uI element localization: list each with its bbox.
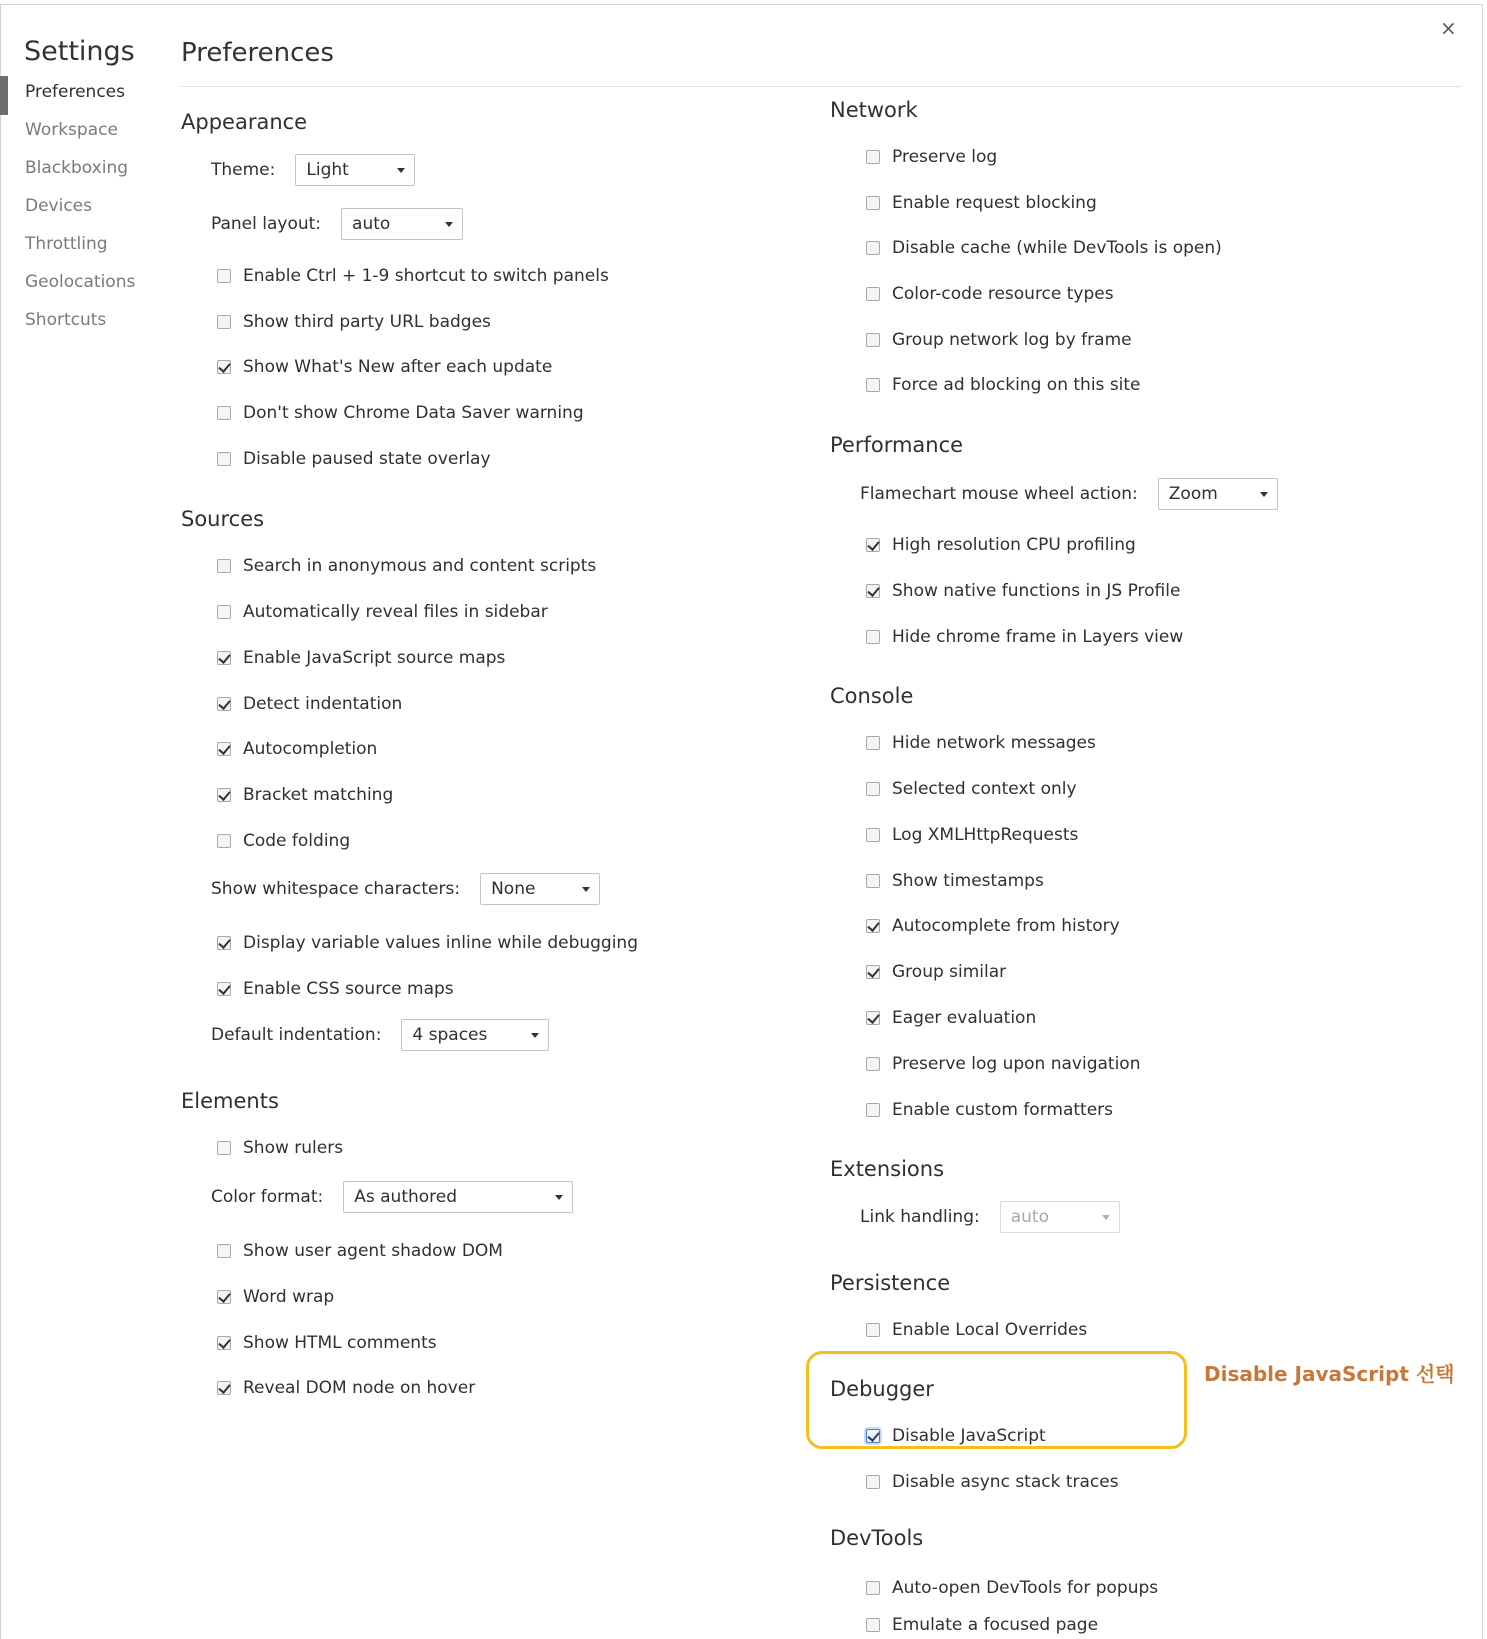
sidebar-item-blackboxing[interactable]: Blackboxing <box>25 158 129 178</box>
option-label: Disable paused state overlay <box>243 449 491 469</box>
option-label: Code folding <box>243 831 351 851</box>
checkbox[interactable] <box>866 333 880 347</box>
panel-layout-select[interactable] <box>341 208 463 240</box>
option-label: Color-code resource types <box>892 284 1114 304</box>
dropdown-caret-icon <box>555 1195 563 1200</box>
whitespace-label: Show whitespace characters: <box>211 879 461 899</box>
option-label: Disable cache (while DevTools is open) <box>892 238 1222 258</box>
option-local-overrides[interactable] <box>866 1316 1087 1344</box>
checkbox[interactable] <box>866 378 880 392</box>
option-reveal-dom-hover[interactable] <box>217 1374 475 1402</box>
flamechart-select[interactable] <box>1158 478 1278 510</box>
option-ctrl-shortcut[interactable] <box>217 262 609 290</box>
indentation-label: Default indentation: <box>211 1025 382 1045</box>
option-label: Enable Local Overrides <box>892 1320 1088 1340</box>
option-label: Autocomplete from history <box>892 916 1120 936</box>
settings-title: Settings <box>24 36 135 67</box>
section-network: Network <box>830 98 918 122</box>
option-preserve-log-navigation[interactable] <box>866 1050 1140 1078</box>
option-show-timestamps[interactable] <box>866 867 1044 895</box>
option-css-source-maps[interactable] <box>217 975 454 1003</box>
dropdown-caret-icon <box>397 168 405 173</box>
panel-layout-select-value: auto <box>352 214 391 234</box>
option-disable-async-stack[interactable] <box>866 1468 1119 1496</box>
theme-select[interactable] <box>295 154 415 186</box>
checkbox[interactable] <box>866 241 880 255</box>
checkbox[interactable] <box>866 828 880 842</box>
section-sources: Sources <box>181 507 265 531</box>
option-label: Enable CSS source maps <box>243 979 454 999</box>
option-label: Show user agent shadow DOM <box>243 1241 503 1261</box>
checkbox[interactable] <box>866 1103 880 1117</box>
checkbox[interactable] <box>217 834 231 848</box>
option-custom-formatters[interactable] <box>866 1096 1113 1124</box>
checkbox[interactable] <box>217 605 231 619</box>
dropdown-caret-icon <box>1102 1215 1110 1220</box>
link-handling-select <box>1000 1201 1120 1233</box>
option-label: High resolution CPU profiling <box>892 535 1136 555</box>
section-devtools: DevTools <box>830 1526 924 1550</box>
option-label: Emulate a focused page <box>892 1615 1099 1635</box>
option-native-functions[interactable] <box>866 577 1180 605</box>
option-group-similar[interactable] <box>866 958 1006 986</box>
checkbox[interactable] <box>217 982 231 996</box>
flamechart-select-value: Zoom <box>1168 484 1218 504</box>
option-autocompletion[interactable] <box>217 735 377 763</box>
section-console: Console <box>830 684 914 708</box>
option-request-blocking[interactable] <box>866 189 1097 217</box>
option-log-xhr[interactable] <box>866 821 1078 849</box>
section-performance: Performance <box>830 433 964 457</box>
option-label: Enable JavaScript source maps <box>243 648 506 668</box>
checkbox[interactable] <box>217 559 231 573</box>
option-shadow-dom[interactable] <box>217 1237 503 1265</box>
checkbox[interactable] <box>866 196 880 210</box>
dropdown-caret-icon <box>531 1033 539 1038</box>
section-appearance: Appearance <box>181 110 308 134</box>
sidebar-active-indicator <box>0 76 8 115</box>
option-label: Search in anonymous and content scripts <box>243 556 597 576</box>
checkbox[interactable] <box>866 1057 880 1071</box>
panel-layout-label: Panel layout: <box>211 214 322 234</box>
option-label: Eager evaluation <box>892 1008 1037 1028</box>
theme-label: Theme: <box>211 160 276 180</box>
option-hide-chrome-frame[interactable] <box>866 623 1183 651</box>
checkbox[interactable] <box>217 1336 231 1350</box>
checkbox[interactable] <box>217 1141 231 1155</box>
option-label: Preserve log upon navigation <box>892 1054 1141 1074</box>
option-auto-open-popups[interactable] <box>866 1574 1158 1602</box>
checkbox[interactable] <box>866 1323 880 1337</box>
option-detect-indentation[interactable] <box>217 690 402 718</box>
option-paused-overlay[interactable] <box>217 445 491 473</box>
option-label: Hide chrome frame in Layers view <box>892 627 1184 647</box>
option-disable-javascript[interactable] <box>866 1422 1046 1450</box>
option-label: Preserve log <box>892 147 998 167</box>
option-label: Show timestamps <box>892 871 1044 891</box>
option-autocomplete-history[interactable] <box>866 912 1120 940</box>
indentation-select[interactable] <box>401 1019 549 1051</box>
checkbox[interactable] <box>866 287 880 301</box>
checkbox[interactable] <box>866 782 880 796</box>
checkbox[interactable] <box>217 452 231 466</box>
checkbox[interactable] <box>217 788 231 802</box>
option-html-comments[interactable] <box>217 1329 437 1357</box>
checkbox[interactable] <box>866 150 880 164</box>
option-label: Disable async stack traces <box>892 1472 1119 1492</box>
section-extensions: Extensions <box>830 1157 945 1181</box>
checkbox[interactable] <box>866 1475 880 1489</box>
option-label: Disable JavaScript <box>892 1426 1046 1446</box>
whitespace-select[interactable] <box>480 873 600 905</box>
theme-select-value: Light <box>306 160 349 180</box>
option-label: Show third party URL badges <box>243 312 491 332</box>
option-label: Selected context only <box>892 779 1077 799</box>
option-label: Don't show Chrome Data Saver warning <box>243 403 584 423</box>
title-divider <box>181 86 1461 87</box>
close-icon[interactable]: × <box>1440 16 1457 40</box>
checkbox[interactable] <box>866 874 880 888</box>
checkbox[interactable] <box>217 1244 231 1258</box>
option-eager-evaluation[interactable] <box>866 1004 1036 1032</box>
option-word-wrap[interactable] <box>217 1283 334 1311</box>
sidebar-item-shortcuts[interactable]: Shortcuts <box>25 310 107 330</box>
checkbox[interactable] <box>866 919 880 933</box>
option-label: Log XMLHttpRequests <box>892 825 1079 845</box>
checkbox[interactable] <box>217 651 231 665</box>
option-high-res-cpu[interactable] <box>866 531 1136 559</box>
option-label: Bracket matching <box>243 785 394 805</box>
option-label: Word wrap <box>243 1287 335 1307</box>
annotation-label: Disable JavaScript 선택 <box>1204 1362 1455 1386</box>
option-color-code-resources[interactable] <box>866 280 1114 308</box>
option-label: Automatically reveal files in sidebar <box>243 602 548 622</box>
color-format-select[interactable] <box>343 1181 573 1213</box>
option-force-ad-blocking[interactable] <box>866 371 1141 399</box>
checkbox[interactable] <box>866 965 880 979</box>
checkbox[interactable] <box>217 269 231 283</box>
option-hide-network-messages[interactable] <box>866 729 1096 757</box>
sidebar-item-throttling[interactable]: Throttling <box>25 234 108 254</box>
option-reveal-files[interactable] <box>217 598 548 626</box>
checkbox[interactable] <box>866 538 880 552</box>
option-data-saver-warning[interactable] <box>217 399 584 427</box>
option-emulate-focused[interactable] <box>866 1611 1098 1639</box>
option-label: Enable custom formatters <box>892 1100 1114 1120</box>
checkbox[interactable] <box>866 1429 880 1443</box>
dropdown-caret-icon <box>582 887 590 892</box>
checkbox[interactable] <box>217 360 231 374</box>
checkbox[interactable] <box>866 1618 880 1632</box>
color-format-select-value: As authored <box>354 1187 458 1207</box>
link-handling-select-value: auto <box>1010 1207 1049 1227</box>
option-label: Group similar <box>892 962 1007 982</box>
link-handling-label: Link handling: <box>860 1207 980 1227</box>
checkbox[interactable] <box>866 736 880 750</box>
sidebar-item-workspace[interactable]: Workspace <box>25 120 118 140</box>
option-label: Hide network messages <box>892 733 1096 753</box>
page-title: Preferences <box>181 38 334 68</box>
flamechart-label: Flamechart mouse wheel action: <box>860 484 1138 504</box>
checkbox[interactable] <box>866 1581 880 1595</box>
checkbox[interactable] <box>217 1290 231 1304</box>
option-label: Group network log by frame <box>892 330 1132 350</box>
option-search-anonymous[interactable] <box>217 552 596 580</box>
checkbox[interactable] <box>217 406 231 420</box>
sidebar-item-geolocations[interactable]: Geolocations <box>25 272 136 292</box>
option-code-folding[interactable] <box>217 827 350 855</box>
option-label: Enable request blocking <box>892 193 1097 213</box>
option-label: Auto-open DevTools for popups <box>892 1578 1159 1598</box>
option-label: Reveal DOM node on hover <box>243 1378 476 1398</box>
option-third-party-badges[interactable] <box>217 308 491 336</box>
option-whats-new[interactable] <box>217 353 552 381</box>
option-bracket-matching[interactable] <box>217 781 393 809</box>
color-format-label: Color format: <box>211 1187 324 1207</box>
option-label: Force ad blocking on this site <box>892 375 1141 395</box>
checkbox[interactable] <box>217 315 231 329</box>
option-label: Show What's New after each update <box>243 357 553 377</box>
dropdown-caret-icon <box>445 222 453 227</box>
sidebar-item-preferences[interactable]: Preferences <box>25 82 125 102</box>
option-group-by-frame[interactable] <box>866 326 1132 354</box>
option-show-rulers[interactable] <box>217 1134 343 1162</box>
option-label: Show native functions in JS Profile <box>892 581 1181 601</box>
sidebar-item-devices[interactable]: Devices <box>25 196 92 216</box>
whitespace-select-value: None <box>491 879 536 899</box>
checkbox[interactable] <box>217 742 231 756</box>
checkbox[interactable] <box>217 1381 231 1395</box>
option-inline-values[interactable] <box>217 929 638 957</box>
option-label: Display variable values inline while debugging <box>243 933 639 953</box>
option-label: Show rulers <box>243 1138 344 1158</box>
option-label: Autocompletion <box>243 739 378 759</box>
indentation-select-value: 4 spaces <box>412 1025 488 1045</box>
option-disable-cache[interactable] <box>866 234 1222 262</box>
option-selected-context[interactable] <box>866 775 1077 803</box>
option-label: Detect indentation <box>243 694 403 714</box>
section-elements: Elements <box>181 1089 279 1113</box>
section-debugger: Debugger <box>830 1377 934 1401</box>
dropdown-caret-icon <box>1260 492 1268 497</box>
checkbox[interactable] <box>866 584 880 598</box>
checkbox[interactable] <box>217 697 231 711</box>
option-preserve-log[interactable] <box>866 143 997 171</box>
option-js-source-maps[interactable] <box>217 644 505 672</box>
checkbox[interactable] <box>217 936 231 950</box>
option-label: Show HTML comments <box>243 1333 437 1353</box>
section-persistence: Persistence <box>830 1271 951 1295</box>
checkbox[interactable] <box>866 630 880 644</box>
option-label: Enable Ctrl + 1-9 shortcut to switch panels <box>243 266 609 286</box>
checkbox[interactable] <box>866 1011 880 1025</box>
